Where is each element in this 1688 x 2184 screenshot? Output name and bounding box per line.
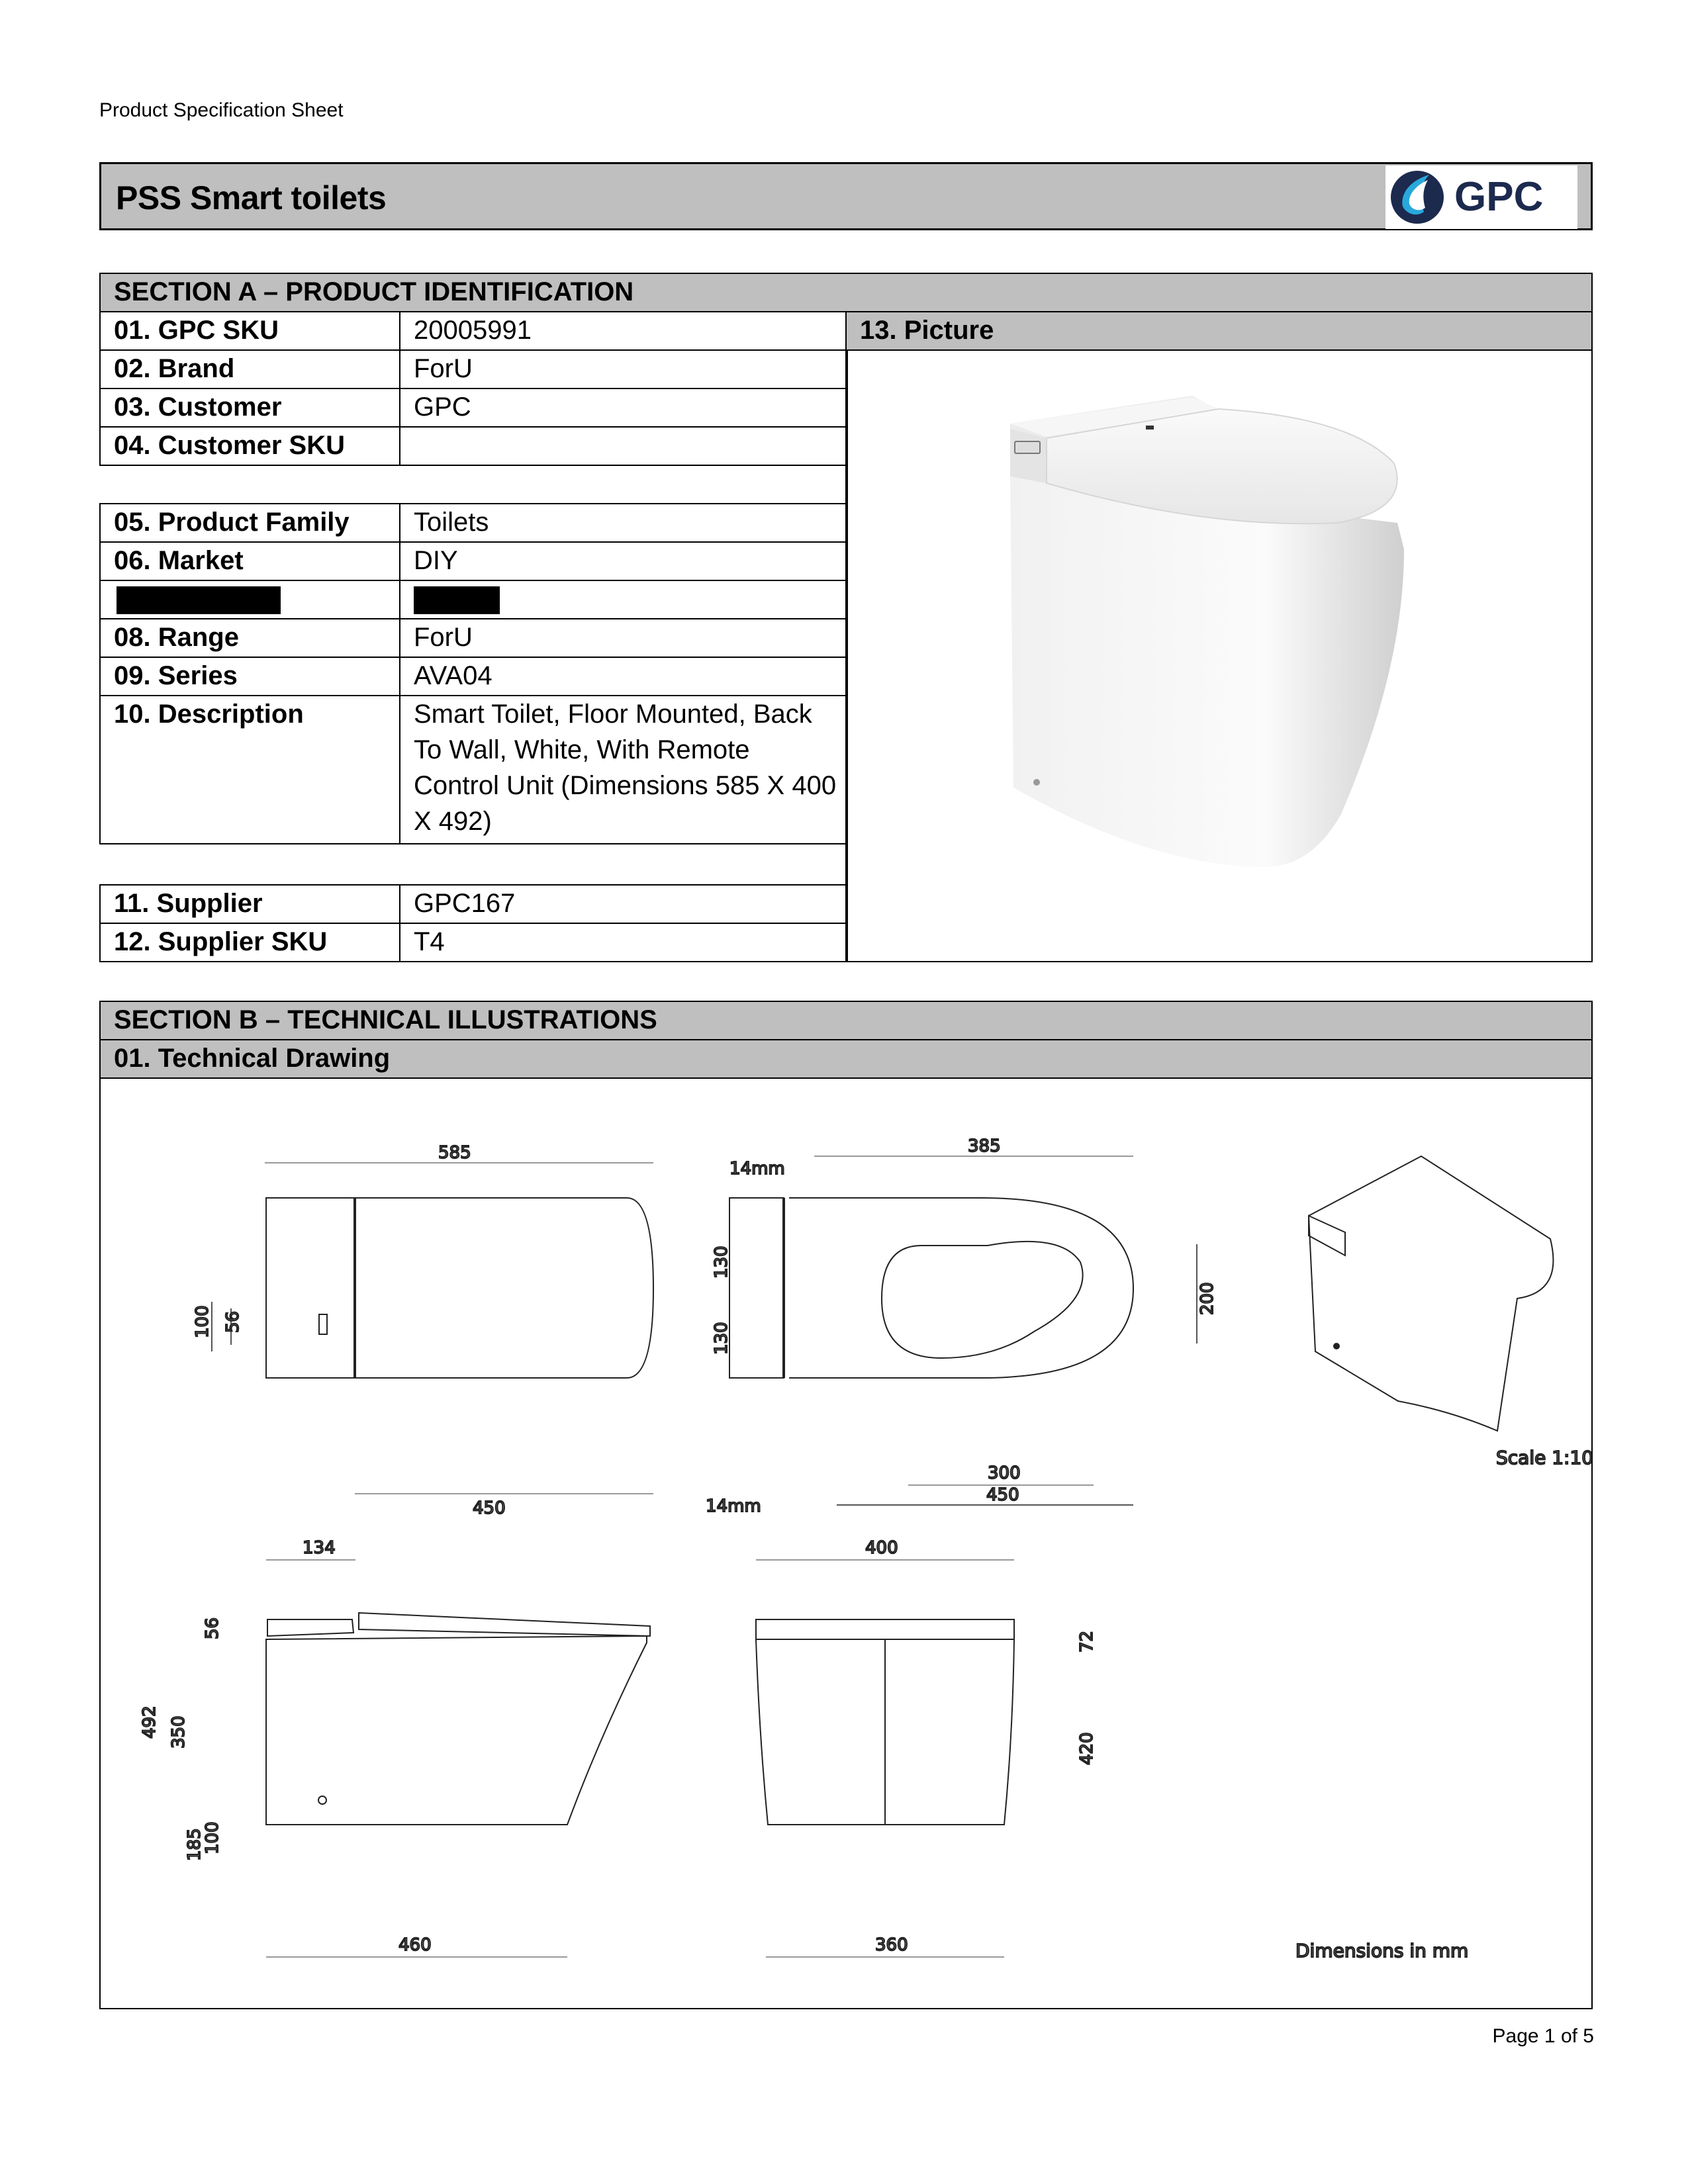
svg-text:14mm: 14mm	[706, 1496, 761, 1516]
picture-cell	[845, 349, 1593, 962]
gpc-logo	[1385, 165, 1577, 229]
svg-text:130: 130	[712, 1322, 731, 1355]
svg-text:420: 420	[1077, 1732, 1097, 1765]
svg-text:360: 360	[875, 1935, 908, 1955]
field-label	[99, 580, 400, 619]
svg-text:GPC: GPC	[1454, 174, 1544, 220]
svg-text:72: 72	[1077, 1630, 1097, 1653]
svg-text:200: 200	[1197, 1282, 1217, 1315]
field-label: 05. Product Family	[99, 503, 400, 543]
section-b-header: SECTION B – TECHNICAL ILLUSTRATIONS	[99, 1001, 1593, 1040]
technical-drawing-header: 01. Technical Drawing	[99, 1039, 1593, 1079]
spacer-row	[99, 465, 847, 504]
document-header-label: Product Specification Sheet	[99, 99, 344, 121]
field-value: T4	[399, 923, 847, 962]
svg-text:14mm: 14mm	[729, 1159, 785, 1179]
svg-text:492: 492	[140, 1706, 160, 1739]
field-value: ForU	[399, 618, 847, 658]
svg-text:585: 585	[438, 1143, 471, 1163]
field-label: 08. Range	[99, 618, 400, 658]
svg-text:Scale 1:10: Scale 1:10	[1496, 1447, 1591, 1469]
svg-text:56: 56	[223, 1310, 243, 1333]
svg-text:300: 300	[988, 1463, 1021, 1483]
svg-text:400: 400	[865, 1538, 898, 1558]
field-label: 03. Customer	[99, 388, 400, 428]
redaction-block	[117, 586, 281, 614]
section-a-header: SECTION A – PRODUCT IDENTIFICATION	[99, 273, 1593, 312]
field-value: DIY	[399, 541, 847, 581]
field-value: Toilets	[399, 503, 847, 543]
redaction-block	[414, 586, 500, 614]
iso-view	[1309, 1156, 1591, 1469]
field-value: Smart Toilet, Floor Mounted, Back To Wall, White, With Remote Control Unit (Dimensions 585 X 400 X 492)	[399, 695, 847, 844]
svg-text:460: 460	[399, 1935, 432, 1955]
svg-text:130: 130	[712, 1246, 731, 1279]
side-view	[140, 1538, 650, 1957]
field-label: 12. Supplier SKU	[99, 923, 400, 962]
field-label: 09. Series	[99, 657, 400, 696]
field-value: 20005991	[399, 311, 847, 351]
field-label: 04. Customer SKU	[99, 426, 400, 466]
field-label: 10. Description	[99, 695, 400, 844]
svg-text:100: 100	[203, 1821, 222, 1854]
field-value	[399, 426, 847, 466]
svg-text:56: 56	[203, 1617, 222, 1639]
product-photo	[848, 351, 1593, 961]
technical-drawing	[101, 1079, 1591, 2008]
seat-view	[706, 1136, 1217, 1516]
picture-header: 13. Picture	[845, 311, 1593, 351]
field-value: GPC	[399, 388, 847, 428]
svg-text:450: 450	[473, 1498, 506, 1518]
front-view	[756, 1538, 1468, 1962]
field-label: 02. Brand	[99, 349, 400, 389]
technical-drawing-area	[99, 1077, 1593, 2009]
svg-text:134: 134	[303, 1538, 336, 1558]
field-label: 01. GPC SKU	[99, 311, 400, 351]
field-label: 11. Supplier	[99, 884, 400, 924]
field-value: AVA04	[399, 657, 847, 696]
svg-text:100: 100	[193, 1305, 212, 1338]
svg-text:185: 185	[185, 1828, 205, 1861]
svg-text:450: 450	[986, 1485, 1019, 1505]
svg-text:Dimensions in mm: Dimensions in mm	[1295, 1940, 1469, 1962]
field-value: ForU	[399, 349, 847, 389]
svg-text:350: 350	[169, 1715, 189, 1749]
spacer-row	[99, 844, 847, 884]
title-bar	[99, 162, 1593, 230]
top-view	[193, 1143, 653, 1518]
svg-text:385: 385	[968, 1136, 1001, 1156]
field-label: 06. Market	[99, 541, 400, 581]
page-title: PSS Smart toilets	[116, 179, 387, 216]
gpc-logo-icon	[1385, 165, 1577, 229]
page-indicator: Page 1 of 5	[1492, 2025, 1594, 2047]
field-value: GPC167	[399, 884, 847, 924]
field-value	[399, 580, 847, 619]
